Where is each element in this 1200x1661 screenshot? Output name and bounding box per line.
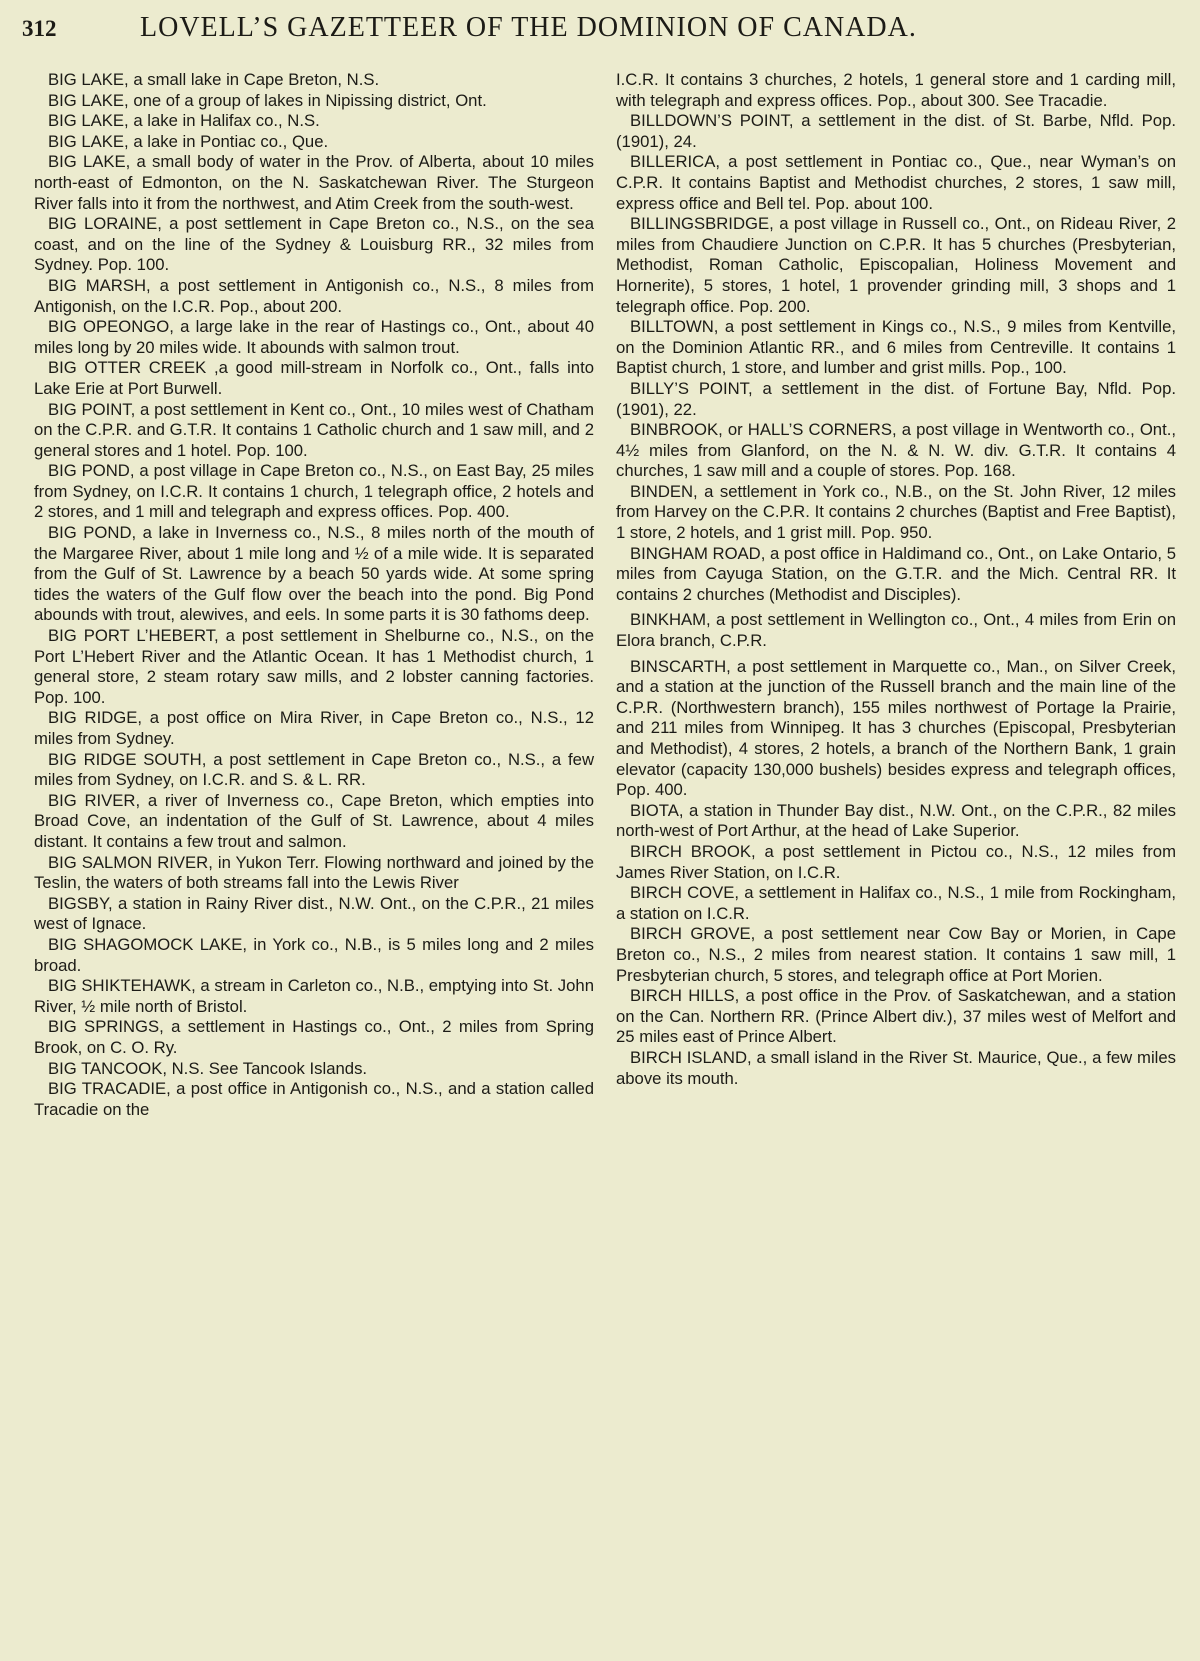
- entry-big-marsh: BIG MARSH, a post settlement in Antigonish co., N.S., 8 miles from Antigonish, on the I.C.R. Pop., about 200.: [34, 275, 594, 316]
- entry-big-ridge: BIG RIDGE, a post office on Mira River, in Cape Breton co., N.S., 12 miles from Sydney.: [34, 708, 594, 748]
- entry-big-tracadie-continued: I.C.R. It contains 3 churches, 2 hotels, 1 general store and 1 carding mill, with telegraph and express offices. Pop., about 300. See Tracadie.: [616, 70, 1176, 110]
- entry-big-lake-cape-breton: BIG LAKE, a small lake in Cape Breton, N.S.: [48, 70, 380, 89]
- entry-binkham: BINKHAM, a post settlement in Wellington co., Ont., 4 miles from Erin on Elora branch, C.P.R.: [616, 610, 1176, 651]
- text-columns: [24, 70, 1176, 1120]
- entry-binscarth: BINSCARTH, a post settlement in Marquette co., Man., on Silver Creek, and a station at the junction of the Russell branch and the main line of the C.P.R. (Northwestern branch), 155 miles northwest of Portage la Prairie, and 211 miles from Winnipeg. It has 3 churches (Episcopal, Presbyterian and Methodist), 4 stores, 2 hotels, a branch of the Northern Bank, 1 grain elevator (capacity 130,000 bushels) besides express and telegraph offices, Pop. 400.: [616, 656, 1176, 800]
- entry-birch-cove: BIRCH COVE, a settlement in Halifax co., N.S., 1 mile from Rockingham, a station on I.C.R.: [616, 883, 1176, 923]
- entry-billerica: BILLERICA, a post settlement in Pontiac co., Que., near Wyman’s on C.P.R. It contains Baptist and Methodist churches, 2 stores, 1 saw mill, express office and Bell tel. Pop. about 100.: [616, 152, 1176, 213]
- entry-billingsbridge: BILLINGSBRIDGE, a post village in Russell co., Ont., on Rideau River, 2 miles from Chaudiere Junction on C.P.R. It has 5 churches (Presbyterian, Methodist, Roman Catholic, Episcopalian, Holiness Movement and Hornerite), 5 stores, 1 hotel, 1 provender grinding mill, 3 shops and 1 telegraph office. Pop. 200.: [616, 214, 1176, 316]
- running-title: LOVELL’S GAZETTEER OF THE DOMINION OF CANADA.: [140, 12, 917, 43]
- page-number: 312: [22, 16, 57, 41]
- entry-big-shiktehawk: BIG SHIKTEHAWK, a stream in Carleton co., N.B., emptying into St. John River, ½ mile north of Bristol.: [34, 976, 594, 1016]
- left-column: [34, 70, 594, 1120]
- entry-big-tancook: BIG TANCOOK, N.S. See Tancook Islands.: [48, 1058, 368, 1078]
- entry-billtown: BILLTOWN, a post settlement in Kings co., N.S., 9 miles from Kentville, on the Dominion Atlantic RR., and 6 miles from Centreville. It contains 1 Baptist church, 1 store, and lumber and grist mills. Pop., 100.: [616, 317, 1176, 378]
- entry-big-ridge-south: BIG RIDGE SOUTH, a post settlement in Cape Breton co., N.S., a few miles from Sydney, on I.C.R. and S. & L. RR.: [34, 749, 594, 790]
- entry-big-springs: BIG SPRINGS, a settlement in Hastings co., Ont., 2 miles from Spring Brook, on C. O. Ry.: [34, 1017, 594, 1057]
- entry-big-loraine: BIG LORAINE, a post settlement in Cape Breton co., N.S., on the sea coast, and on the line of the Sydney & Louisburg RR., 32 miles from Sydney. Pop. 100.: [34, 214, 594, 275]
- entry-big-river: BIG RIVER, a river of Inverness co., Cape Breton, which empties into Broad Cove, an indentation of the Gulf of St. Lawrence, about 4 miles distant. It contains a few trout and salmon.: [34, 790, 594, 851]
- entry-big-port-lhebert: BIG PORT L’HEBERT, a post settlement in Shelburne co., N.S., on the Port L’Hebert River and the Atlantic Ocean. It has 1 Methodist church, 1 general store, 2 steam rotary saw mills, and 2 lobster canning factories. Pop. 100.: [34, 626, 594, 707]
- entry-big-lake-nipissing: BIG LAKE, one of a group of lakes in Nipissing district, Ont.: [48, 90, 487, 110]
- entry-bingham-road: BINGHAM ROAD, a post office in Haldimand co., Ont., on Lake Ontario, 5 miles from Cayuga Station, on the G.T.R. and the Mich. Central RR. It contains 2 churches (Methodist and Disciples).: [616, 543, 1176, 604]
- right-column: [616, 70, 1176, 1120]
- entry-big-shagomock-lake: BIG SHAGOMOCK LAKE, in York co., N.B., is 5 miles long and 2 miles broad.: [34, 934, 594, 975]
- entry-big-salmon-river: BIG SALMON RIVER, in Yukon Terr. Flowing northward and joined by the Teslin, the waters of both streams fall into the Lewis River: [34, 852, 594, 893]
- entry-binden: BINDEN, a settlement in York co., N.B., on the St. John River, 12 miles from Harvey on the C.P.R. It contains 2 churches (Baptist and Free Baptist), 1 store, 2 hotels, and 1 grist mill. Pop. 950.: [616, 481, 1176, 543]
- entry-billys-point: BILLY’S POINT, a settlement in the dist. of Fortune Bay, Nfld. Pop. (1901), 22.: [616, 378, 1176, 419]
- entry-big-tracadie: BIG TRACADIE, a post office in Antigonish co., N.S., and a station called Tracadie on the: [34, 1079, 594, 1119]
- entry-big-otter-creek: BIG OTTER CREEK ,a good mill-stream in Norfolk co., Ont., falls into Lake Erie at Port Burwell.: [34, 358, 594, 398]
- entry-big-lake-halifax: BIG LAKE, a lake in Halifax co., N.S.: [48, 111, 320, 131]
- entry-birch-grove: BIRCH GROVE, a post settlement near Cow Bay or Morien, in Cape Breton co., N.S., 2 miles from nearest station. It contains 1 saw mill, 1 Presbyterian church, 5 stores, and telegraph office at Port Morien.: [616, 924, 1176, 985]
- entry-big-lake-pontiac: BIG LAKE, a lake in Pontiac co., Que.: [48, 131, 329, 151]
- entry-birch-island: BIRCH ISLAND, a small island in the River St. Maurice, Que., a few miles above its mouth.: [616, 1047, 1176, 1088]
- entry-bigsby: BIGSBY, a station in Rainy River dist., N.W. Ont., on the C.P.R., 21 miles west of Ignace.: [34, 893, 594, 934]
- entry-big-opeongo: BIG OPEONGO, a large lake in the rear of Hastings co., Ont., about 40 miles long by 20 miles wide. It abounds with salmon trout.: [34, 317, 594, 357]
- entry-big-pond-lake: BIG POND, a lake in Inverness co., N.S., 8 miles north of the mouth of the Margaree River, about 1 mile long and ½ of a mile wide. It is separated from the Gulf of St. Lawrence by a beach 50 yards wide. At some spring tides the waters of the Gulf flow over the beach into the pond. Big Pond abounds with trout, alewives, and eels. In some parts it is 30 fathoms deep.: [34, 523, 594, 625]
- entry-biota: BIOTA, a station in Thunder Bay dist., N.W. Ont., on the C.P.R., 82 miles north-west of Port Arthur, at the head of Lake Superior.: [616, 800, 1176, 841]
- entry-big-pond-village: BIG POND, a post village in Cape Breton co., N.S., on East Bay, 25 miles from Sydney, on I.C.R. It contains 1 church, 1 telegraph office, 2 hotels and 2 stores, and 1 mill and telegraph and express offices. Pop. 400.: [34, 461, 594, 522]
- entry-big-lake-alberta: BIG LAKE, a small body of water in the Prov. of Alberta, about 10 miles north-east of Edmonton, on the N. Saskatchewan River. The Sturgeon River falls into it from the northwest, and Atim Creek from the south-west.: [34, 152, 594, 213]
- entry-binbrook: BINBROOK, or HALL’S CORNERS, a post village in Wentworth co., Ont., 4½ miles from Glanford, on the N. & N. W. div. G.T.R. It contains 4 churches, 1 saw mill and a couple of stores. Pop. 168.: [616, 420, 1176, 481]
- entry-birch-brook: BIRCH BROOK, a post settlement in Pictou co., N.S., 12 miles from James River Station, on I.C.R.: [616, 841, 1176, 882]
- entry-birch-hills: BIRCH HILLS, a post office in the Prov. of Saskatchewan, and a station on the Can. Northern RR. (Prince Albert div.), 37 miles west of Melfort and 25 miles east of Prince Albert.: [616, 986, 1176, 1047]
- entry-big-point: BIG POINT, a post settlement in Kent co., Ont., 10 miles west of Chatham on the C.P.R. and G.T.R. It contains 1 Catholic church and 1 saw mill, and 2 general stores and 1 hotel. Pop. 100.: [34, 399, 594, 460]
- page-header: [22, 12, 1178, 56]
- entry-billdowns-point: BILLDOWN’S POINT, a settlement in the dist. of St. Barbe, Nfld. Pop. (1901), 24.: [616, 111, 1176, 151]
